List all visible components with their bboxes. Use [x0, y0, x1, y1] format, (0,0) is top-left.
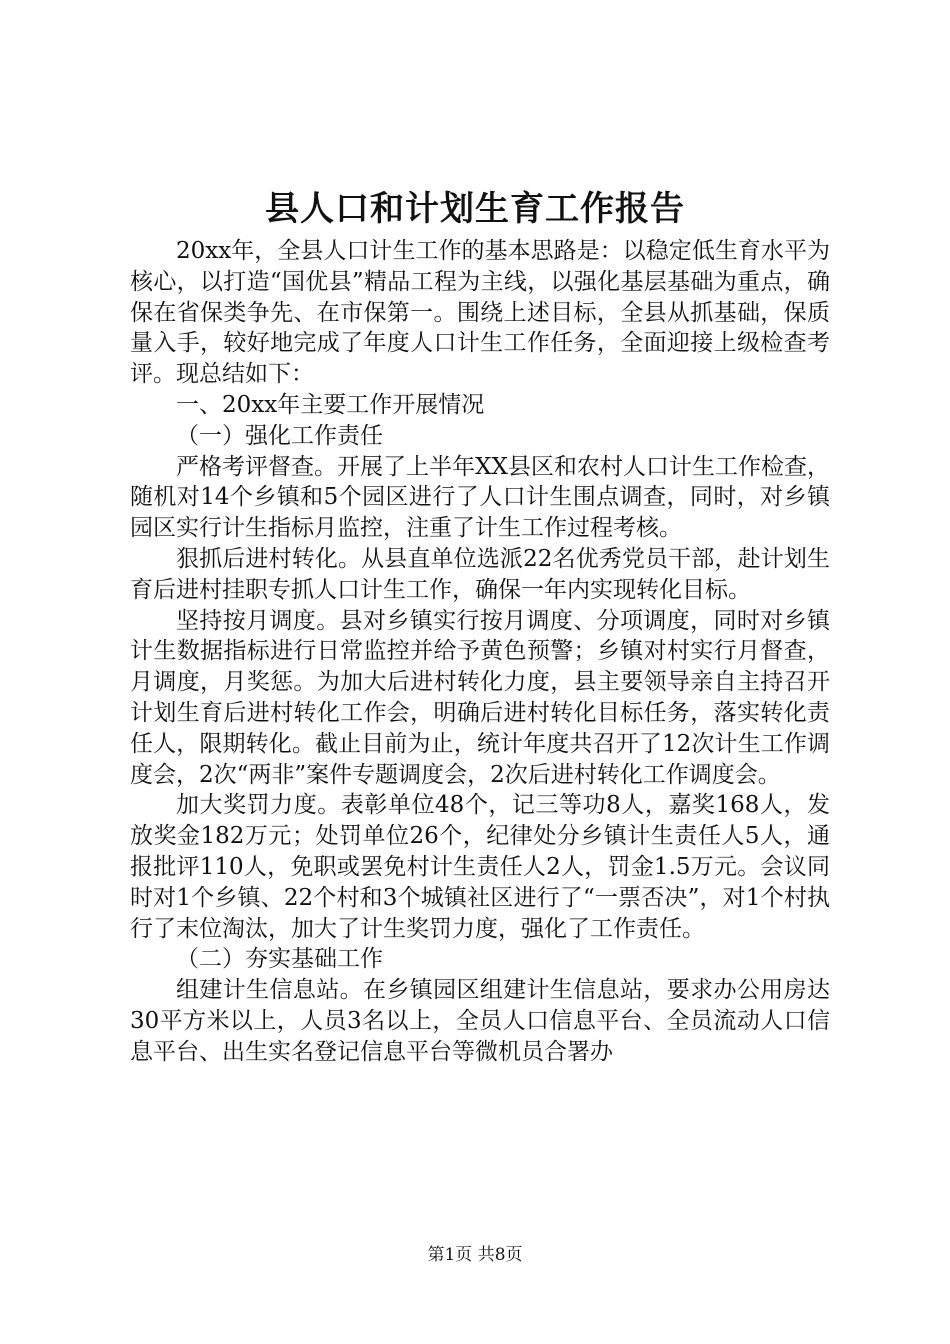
document-title: 县人口和计划生育工作报告	[265, 189, 685, 229]
paragraph-rewards-penalties: 加大奖罚力度。表彰单位48个，记三等功8人，嘉奖168人，发放奖金182万元；处罚单位26个，纪律处分乡镇计生责任人5人，通报批评110人，免职或罢免村计生责任人2人，罚金1.5万元。会议同时对1个乡镇、22个村和3个城镇社区进行了“一票否决”，对1个村执行了末位淘汰，加大了计生奖罚力度，强化了工作责任。	[130, 792, 830, 942]
paragraph-monthly-dispatch: 坚持按月调度。县对乡镇实行按月调度、分项调度，同时对乡镇计生数据指标进行日常监控并给予黄色预警；乡镇对村实行月督查，月调度，月奖惩。为加大后进村转化力度，县主要领导亲自主持召开计划生育后进村转化工作会，明确后进村转化目标任务，落实转化责任人，限期转化。截止目前为止，统计年度共召开了12次计生工作调度会，2次“两非”案件专题调度会，2次后进村转化工作调度会。	[130, 607, 830, 788]
section-heading-1: 一、20xx年主要工作开展情况	[176, 391, 485, 418]
paragraph-intro: 20xx年，全县人口计生工作的基本思路是：以稳定低生育水平为核心，以打造“国优县”精品工程为主线，以强化基层基础为重点，确保在省保类争先、在市保第一。围绕上述目标，全县从抓基础，保质量入手，较好地完成了年度人口计生工作任务，全面迎接上级检查考评。现总结如下：	[130, 238, 830, 388]
paragraph-assessment: 严格考评督查。开展了上半年XX县区和农村人口计生工作检查，随机对14个乡镇和5个园区进行了人口计生围点调查，同时，对乡镇园区实行计生指标月监控，注重了计生工作过程考核。	[130, 453, 830, 542]
subsection-heading-1: （一）强化工作责任	[176, 422, 383, 449]
subsection-heading-2: （二）夯实基础工作	[176, 946, 383, 973]
page-number: 第1页 共8页	[427, 1245, 523, 1265]
document-body	[130, 236, 830, 1068]
paragraph-village-transformation: 狠抓后进村转化。从县直单位选派22名优秀党员干部，赴计划生育后进村挂职专抓人口计生工作，确保一年内实现转化目标。	[130, 545, 830, 603]
paragraph-info-station: 组建计生信息站。在乡镇园区组建计生信息站，要求办公用房达30平方米以上，人员3名以上，全员人口信息平台、全员流动人口信息平台、出生实名登记信息平台等微机员合署办	[130, 977, 830, 1065]
